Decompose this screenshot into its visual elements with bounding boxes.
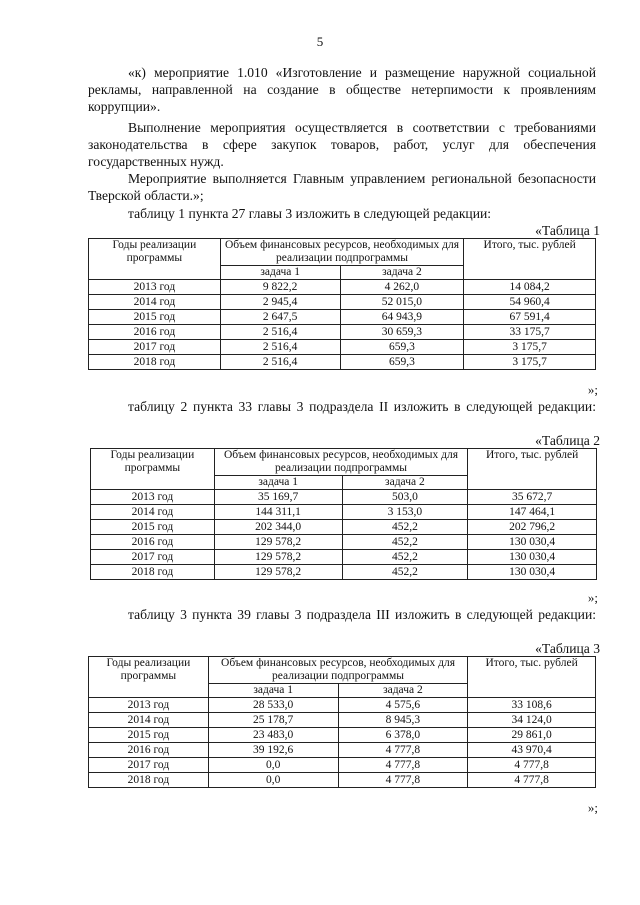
cell-task-1: 129 578,2: [214, 535, 342, 550]
cell-task-2: 659,3: [340, 340, 464, 355]
paragraph-execution: Выполнение мероприятия осуществляется в соответствии с требованиями законодательства в сфере закупок товаров, работ, услуг для обеспечения государственных нужд.: [88, 120, 596, 169]
cell-year: 2018 год: [89, 773, 209, 788]
cell-year: 2015 год: [89, 310, 221, 325]
cell-task-2: 4 777,8: [338, 743, 468, 758]
cell-year: 2018 год: [89, 355, 221, 370]
cell-year: 2014 год: [89, 713, 209, 728]
page-number: 5: [316, 34, 324, 49]
cell-total: 54 960,4: [464, 295, 596, 310]
header-task-1: задача 1: [214, 476, 342, 490]
header-task-2: задача 2: [338, 684, 468, 698]
cell-task-1: 35 169,7: [214, 490, 342, 505]
paragraph-measure-k: «к) мероприятие 1.010 «Изготовление и размещение наружной социальной рекламы, направленной на создание в обществе нетерпимости к проявлениям коррупции».: [88, 65, 596, 114]
cell-task-2: 64 943,9: [340, 310, 464, 325]
cell-year: 2013 год: [91, 490, 215, 505]
table-row: [91, 505, 597, 520]
header-volume: Объем финансовых ресурсов, необходимых для реализации подпрограммы: [220, 239, 463, 266]
cell-year: 2017 год: [89, 758, 209, 773]
cell-task-2: 8 945,3: [338, 713, 468, 728]
table-row: [91, 520, 597, 535]
cell-total: 4 777,8: [468, 758, 596, 773]
table-1-close-mark: »;: [587, 382, 598, 397]
cell-year: 2013 год: [89, 698, 209, 713]
cell-total: 130 030,4: [468, 535, 597, 550]
cell-task-1: 2 945,4: [220, 295, 340, 310]
header-volume: Объем финансовых ресурсов, необходимых для реализации подпрограммы: [208, 657, 467, 684]
cell-task-1: 9 822,2: [220, 280, 340, 295]
cell-total: 35 672,7: [468, 490, 597, 505]
cell-year: 2017 год: [89, 340, 221, 355]
table-row: [89, 340, 596, 355]
paragraph-executor: Мероприятие выполняется Главным управлением региональной безопасности Тверской области.»;: [88, 171, 596, 203]
cell-total: 4 777,8: [468, 773, 596, 788]
table-row: [89, 325, 596, 340]
header-task-2: задача 2: [340, 266, 464, 280]
table-row: [89, 310, 596, 325]
cell-year: 2017 год: [91, 550, 215, 565]
cell-total: 3 175,7: [464, 340, 596, 355]
cell-year: 2013 год: [89, 280, 221, 295]
cell-total: 43 970,4: [468, 743, 596, 758]
cell-year: 2016 год: [91, 535, 215, 550]
table-row: [89, 698, 596, 713]
table-row: [91, 535, 597, 550]
cell-task-1: 144 311,1: [214, 505, 342, 520]
cell-task-2: 4 575,6: [338, 698, 468, 713]
cell-year: 2015 год: [89, 728, 209, 743]
cell-task-1: 23 483,0: [208, 728, 338, 743]
instruction-table-2: таблицу 2 пункта 33 главы 3 подраздела II изложить в следующей редакции:: [128, 399, 596, 414]
table-row: [89, 355, 596, 370]
cell-task-2: 452,2: [342, 535, 468, 550]
header-total: Итого, тыс. рублей: [468, 657, 596, 698]
cell-task-2: 4 262,0: [340, 280, 464, 295]
table-row: [91, 565, 597, 580]
cell-total: 14 084,2: [464, 280, 596, 295]
cell-total: 147 464,1: [468, 505, 597, 520]
table-2-caption: «Таблица 2: [535, 433, 600, 448]
table-row: [91, 550, 597, 565]
cell-total: 130 030,4: [468, 565, 597, 580]
header-task-1: задача 1: [220, 266, 340, 280]
cell-total: 34 124,0: [468, 713, 596, 728]
instruction-table-1: таблицу 1 пункта 27 главы 3 изложить в следующей редакции:: [128, 206, 492, 221]
header-years: Годы реализации программы: [91, 449, 215, 490]
header-task-2: задача 2: [342, 476, 468, 490]
table-row: [89, 743, 596, 758]
cell-task-1: 0,0: [208, 758, 338, 773]
table-3-close-mark: »;: [587, 800, 598, 815]
cell-total: 202 796,2: [468, 520, 597, 535]
instruction-table-3: таблицу 3 пункта 39 главы 3 подраздела III изложить в следующей редакции:: [128, 607, 596, 622]
cell-task-2: 30 659,3: [340, 325, 464, 340]
cell-task-2: 503,0: [342, 490, 468, 505]
cell-task-2: 4 777,8: [338, 773, 468, 788]
table-3-caption: «Таблица 3: [535, 641, 600, 656]
header-years: Годы реализации программы: [89, 657, 209, 698]
cell-task-1: 2 516,4: [220, 340, 340, 355]
cell-total: 130 030,4: [468, 550, 597, 565]
cell-task-2: 452,2: [342, 520, 468, 535]
header-total: Итого, тыс. рублей: [464, 239, 596, 280]
cell-task-2: 52 015,0: [340, 295, 464, 310]
cell-task-1: 25 178,7: [208, 713, 338, 728]
table-1: [88, 238, 596, 370]
header-task-1: задача 1: [208, 684, 338, 698]
cell-task-1: 129 578,2: [214, 550, 342, 565]
cell-task-2: 6 378,0: [338, 728, 468, 743]
table-2: [90, 448, 597, 580]
header-volume: Объем финансовых ресурсов, необходимых для реализации подпрограммы: [214, 449, 467, 476]
table-2-close-mark: »;: [587, 590, 598, 605]
table-row: [89, 713, 596, 728]
cell-total: 33 108,6: [468, 698, 596, 713]
table-row: [89, 295, 596, 310]
cell-year: 2014 год: [91, 505, 215, 520]
table-row: [89, 773, 596, 788]
cell-task-1: 2 516,4: [220, 325, 340, 340]
cell-task-2: 4 777,8: [338, 758, 468, 773]
cell-task-2: 659,3: [340, 355, 464, 370]
cell-task-1: 202 344,0: [214, 520, 342, 535]
table-3: [88, 656, 596, 788]
table-row: [89, 758, 596, 773]
cell-task-2: 452,2: [342, 565, 468, 580]
cell-year: 2016 год: [89, 325, 221, 340]
table-1-caption: «Таблица 1: [535, 223, 600, 238]
cell-task-1: 129 578,2: [214, 565, 342, 580]
cell-total: 29 861,0: [468, 728, 596, 743]
cell-total: 33 175,7: [464, 325, 596, 340]
cell-task-1: 28 533,0: [208, 698, 338, 713]
table-row: [91, 490, 597, 505]
table-row: [89, 280, 596, 295]
cell-total: 67 591,4: [464, 310, 596, 325]
header-years: Годы реализации программы: [89, 239, 221, 280]
cell-year: 2016 год: [89, 743, 209, 758]
cell-year: 2018 год: [91, 565, 215, 580]
cell-task-1: 39 192,6: [208, 743, 338, 758]
header-total: Итого, тыс. рублей: [468, 449, 597, 490]
cell-total: 3 175,7: [464, 355, 596, 370]
cell-task-2: 3 153,0: [342, 505, 468, 520]
cell-task-1: 2 647,5: [220, 310, 340, 325]
cell-year: 2015 год: [91, 520, 215, 535]
cell-task-2: 452,2: [342, 550, 468, 565]
cell-task-1: 0,0: [208, 773, 338, 788]
cell-year: 2014 год: [89, 295, 221, 310]
cell-task-1: 2 516,4: [220, 355, 340, 370]
table-row: [89, 728, 596, 743]
